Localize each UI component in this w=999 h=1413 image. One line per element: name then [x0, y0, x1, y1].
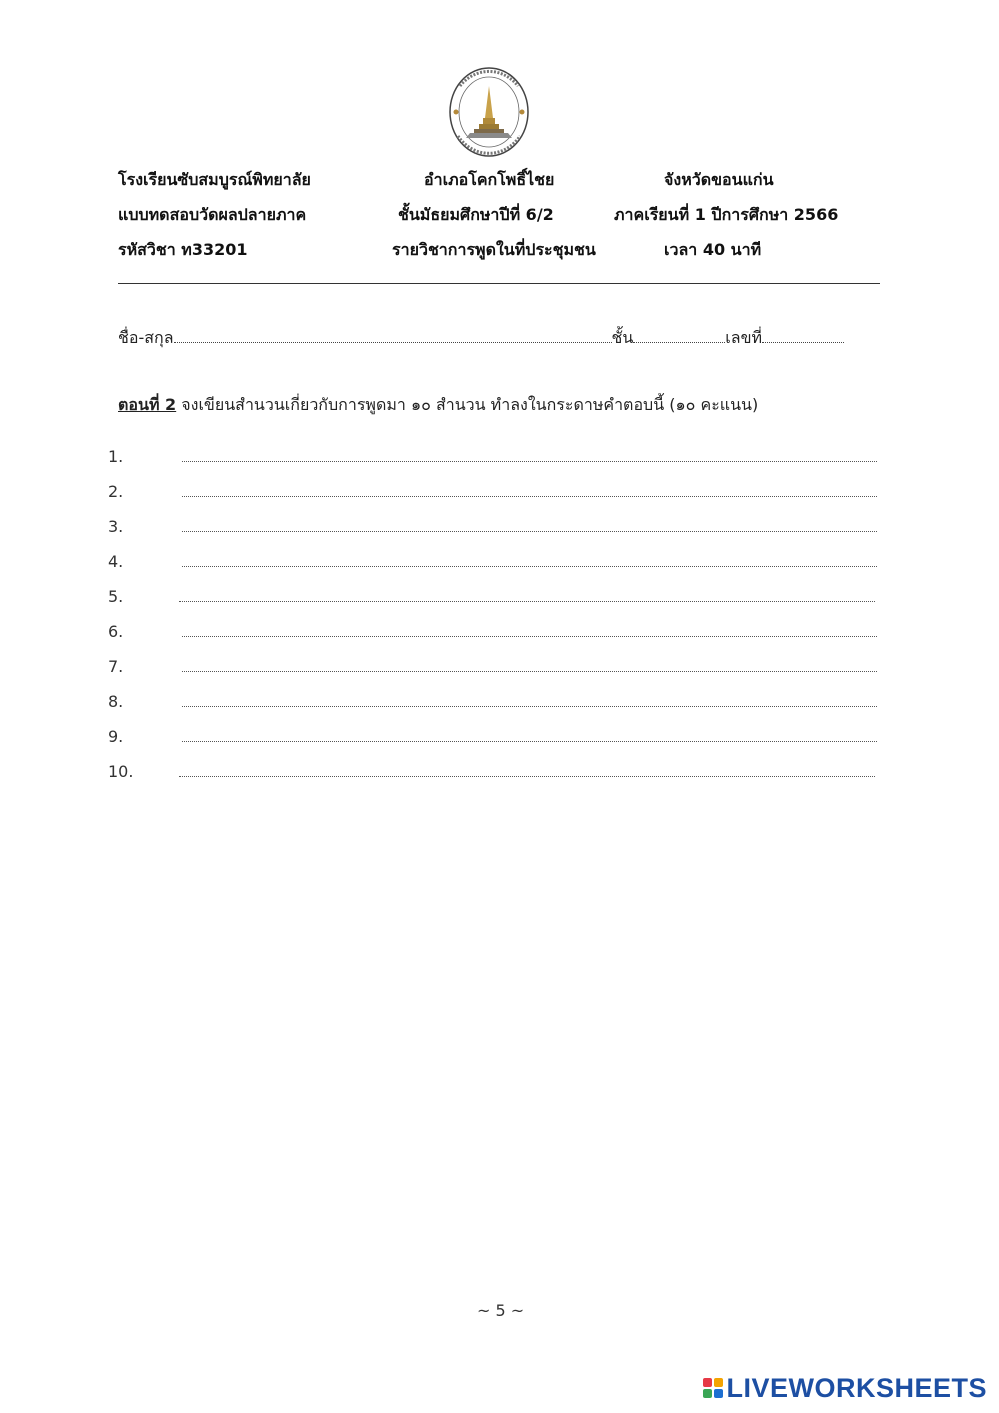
answer-number: 4.	[108, 552, 124, 571]
course-code: รหัสวิชา ท33201	[118, 240, 248, 259]
answer-line[interactable]	[182, 671, 877, 672]
logo-square	[703, 1378, 712, 1387]
semester-year: ภาคเรียนที่ 1 ปีการศึกษา 2566	[614, 205, 839, 224]
grade-level: ชั้นมัธยมศึกษาปีที่ 6/2	[398, 205, 554, 224]
liveworksheets-logo-icon	[703, 1378, 723, 1398]
number-field[interactable]	[762, 330, 844, 343]
answer-line[interactable]	[182, 531, 877, 532]
school-seal-logo	[448, 66, 530, 158]
logo-square	[714, 1389, 723, 1398]
logo-square	[714, 1378, 723, 1387]
answer-number: 9.	[108, 727, 124, 746]
class-label: ชั้น	[611, 328, 634, 347]
answer-line[interactable]	[182, 636, 877, 637]
answer-line[interactable]	[179, 776, 875, 777]
answer-number: 7.	[108, 657, 124, 676]
province-name: จังหวัดขอนแก่น	[664, 170, 774, 189]
number-label: เลขที่	[725, 328, 763, 347]
answer-number: 1.	[108, 447, 124, 466]
exam-type: แบบทดสอบวัดผลปลายภาค	[118, 205, 307, 224]
answer-line[interactable]	[182, 566, 877, 567]
name-field[interactable]	[174, 330, 612, 343]
district-name: อำเภอโคกโพธิ์ไชย	[424, 170, 555, 189]
student-info-line	[118, 326, 844, 351]
answer-line[interactable]	[179, 601, 875, 602]
answer-line[interactable]	[182, 496, 877, 497]
page-number: ~ 5 ~	[477, 1301, 525, 1320]
answer-line[interactable]	[182, 741, 877, 742]
answer-number: 5.	[108, 587, 124, 606]
answer-number: 8.	[108, 692, 124, 711]
answer-line[interactable]	[182, 461, 877, 462]
header-divider	[118, 283, 880, 284]
answer-line[interactable]	[182, 706, 877, 707]
name-label: ชื่อ-สกุล	[118, 328, 174, 347]
instruction-text: จงเขียนสำนวนเกี่ยวกับการพูดมา ๑๐ สำนวน ทำลงในกระดาษคำตอบนี้ (๑๐ คะแนน)	[176, 395, 759, 414]
brand-name: LIVEWORKSHEETS	[726, 1372, 987, 1403]
instruction	[118, 393, 758, 418]
class-field[interactable]	[633, 330, 725, 343]
course-name: รายวิชาการพูดในที่ประชุมชน	[392, 240, 596, 259]
liveworksheets-brand	[703, 1372, 987, 1404]
answer-number: 2.	[108, 482, 124, 501]
logo-square	[703, 1389, 712, 1398]
exam-time: เวลา 40 นาที	[664, 240, 762, 259]
answer-number: 10.	[108, 762, 134, 781]
answer-number: 3.	[108, 517, 124, 536]
answer-number: 6.	[108, 622, 124, 641]
section-label: ตอนที่ 2	[118, 395, 177, 414]
school-name: โรงเรียนซับสมบูรณ์พิทยาลัย	[118, 170, 311, 189]
